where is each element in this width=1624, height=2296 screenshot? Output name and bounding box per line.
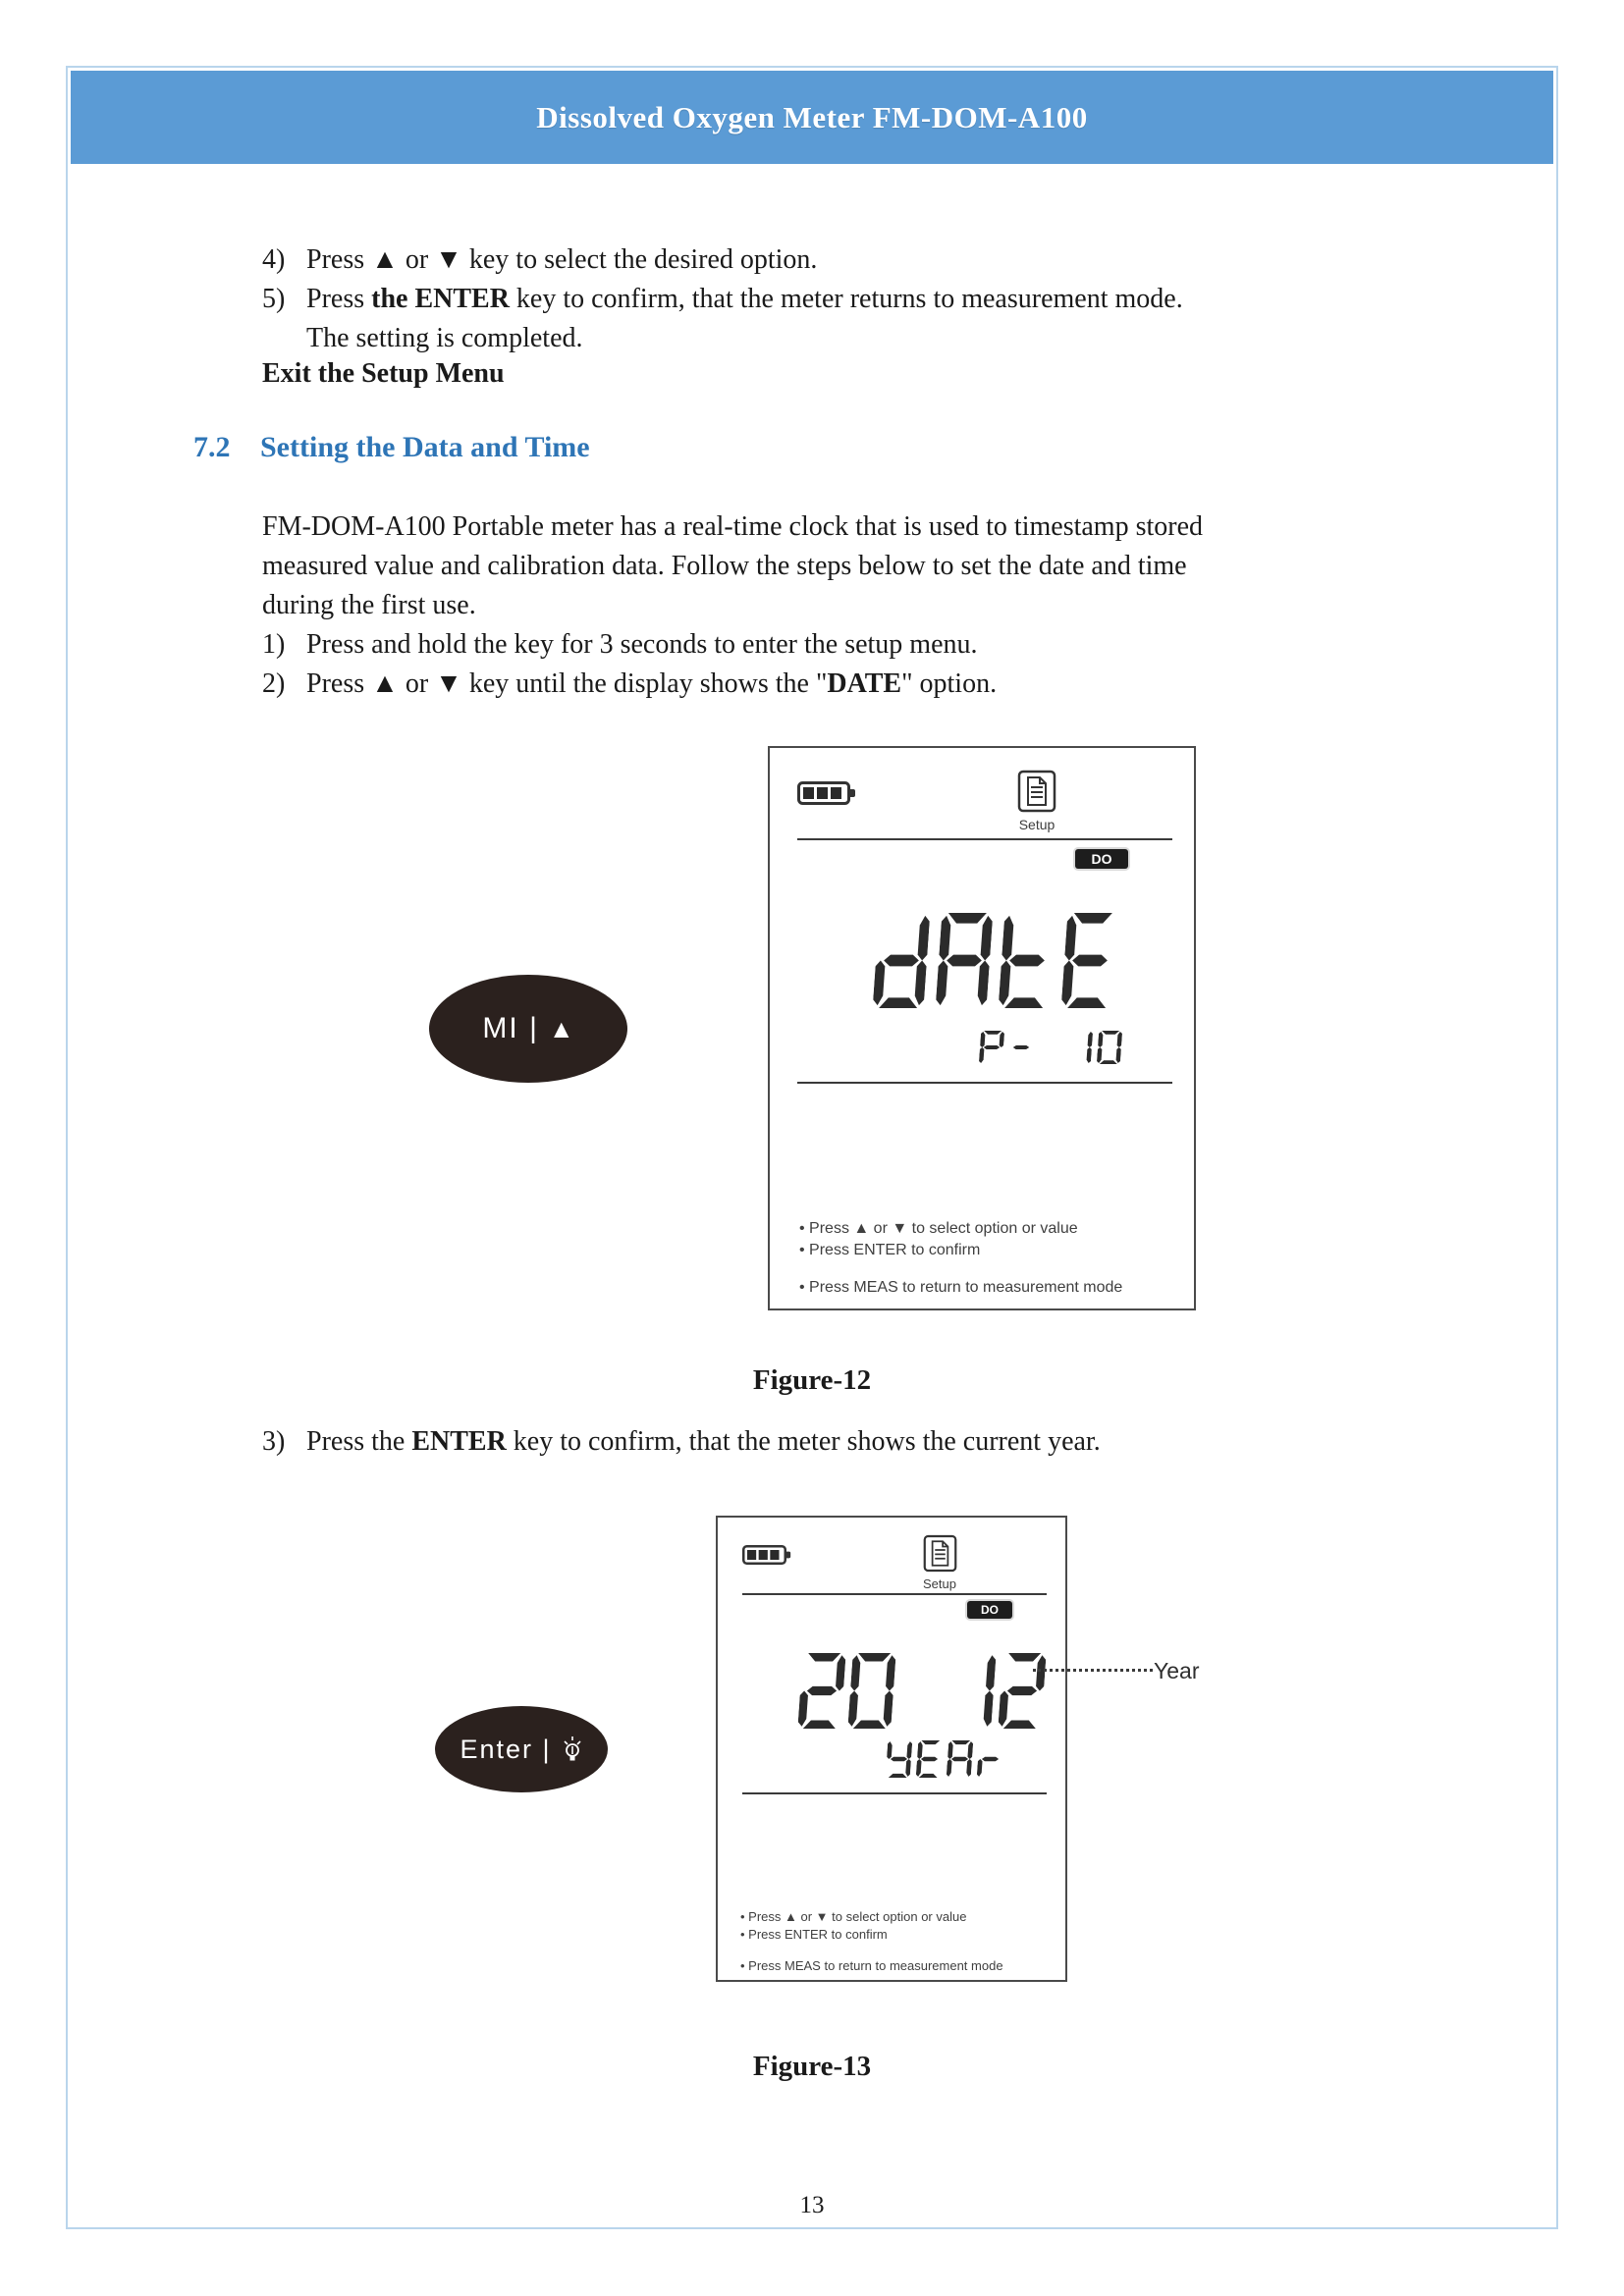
- page-title: Dissolved Oxygen Meter FM-DOM-A100: [536, 99, 1088, 134]
- list-item-1: [262, 629, 978, 661]
- setup-icon: [1017, 770, 1056, 813]
- list-number: 2): [262, 668, 286, 699]
- exit-setup-menu-line: Exit the Setup Menu: [262, 358, 505, 389]
- page-frame: [66, 66, 1558, 2229]
- setup-label: Setup: [923, 1576, 956, 1591]
- setup-icon: [923, 1534, 957, 1573]
- list-item-3: [262, 1426, 1101, 1458]
- list-item-5-line2: The setting is completed.: [306, 323, 583, 353]
- lcd-divider: [797, 1082, 1172, 1084]
- paragraph-line-1: FM-DOM-A100 Portable meter has a real-time clock that is used to timestamp stored: [262, 511, 1204, 542]
- mi-up-button-illustration: [429, 975, 627, 1083]
- button-label: Enter |: [460, 1734, 552, 1764]
- lcd-main-readout: [873, 913, 1119, 1008]
- figure12-lcd-display: [768, 746, 1196, 1310]
- figure13-lcd-display: [716, 1516, 1067, 1982]
- setup-indicator: [914, 1534, 965, 1591]
- section-heading: [193, 431, 590, 464]
- paragraph-line-3: during the first use.: [262, 590, 476, 620]
- page-number: 13: [799, 2192, 825, 2218]
- list-text-bold: DATE: [827, 668, 902, 699]
- list-number: 1): [262, 629, 286, 660]
- lcd-hint: • Press ▲ or ▼ to select option or value: [799, 1220, 1078, 1237]
- battery-icon: [742, 1545, 791, 1565]
- list-text: Press ▲ or ▼ key to select the desired option.: [306, 244, 818, 275]
- list-number: 5): [262, 284, 286, 314]
- lcd-hint: • Press ▲ or ▼ to select option or value: [740, 1909, 967, 1924]
- list-item-2: [262, 668, 997, 700]
- year-annotation: Year: [1154, 1658, 1200, 1683]
- lcd-divider: [797, 838, 1172, 840]
- setup-label: Setup: [1018, 817, 1056, 832]
- page-header: [71, 71, 1553, 164]
- do-mode-badge: DO: [1075, 849, 1128, 869]
- lcd-divider: [742, 1593, 1047, 1595]
- list-item-4: [262, 244, 817, 276]
- figure13-caption: Figure-13: [752, 2051, 872, 2082]
- setup-indicator: [1009, 770, 1064, 832]
- list-number: 4): [262, 244, 286, 275]
- section-title: Setting the Data and Time: [260, 431, 590, 463]
- lcd-hint: • Press MEAS to return to measurement mode: [799, 1279, 1123, 1296]
- list-text: " option.: [901, 668, 998, 699]
- annotation-leader: [1033, 1669, 1153, 1672]
- do-mode-badge: DO: [967, 1601, 1012, 1619]
- lcd-divider: [742, 1792, 1047, 1794]
- bulb-icon: [562, 1735, 583, 1764]
- lcd-hint: • Press MEAS to return to measurement mode: [740, 1958, 1003, 1973]
- lcd-main-readout: [797, 1653, 1046, 1729]
- paragraph-line-2: measured value and calibration data. Follow the steps below to set the date and time: [262, 551, 1187, 581]
- list-text-bold: the ENTER: [371, 284, 510, 314]
- list-text: Press ▲ or ▼ key until the display shows the ": [306, 668, 828, 699]
- list-text: key to confirm, that the meter shows the current year.: [506, 1426, 1101, 1457]
- lcd-hint: • Press ENTER to confirm: [799, 1242, 981, 1258]
- list-text: Press and hold the key for 3 seconds to enter the setup menu.: [306, 629, 978, 660]
- button-label: MI |: [482, 1012, 539, 1044]
- battery-icon: [797, 781, 856, 805]
- up-arrow-icon: ▲: [548, 1013, 574, 1043]
- lcd-sub-readout: [979, 1031, 1122, 1064]
- lcd-hint: • Press ENTER to confirm: [740, 1927, 888, 1942]
- section-number: 7.2: [193, 431, 231, 463]
- list-text-bold: ENTER: [411, 1426, 507, 1457]
- figure12-caption: Figure-12: [752, 1364, 872, 1396]
- list-number: 3): [262, 1426, 286, 1457]
- list-item-5: [262, 284, 1183, 315]
- lcd-sub-readout: [886, 1740, 1004, 1778]
- list-text: Press the: [306, 1426, 412, 1457]
- list-text: key to confirm, that the meter returns to measurement mode.: [509, 284, 1183, 314]
- enter-backlight-button-illustration: [435, 1706, 608, 1792]
- list-text: Press: [306, 284, 372, 314]
